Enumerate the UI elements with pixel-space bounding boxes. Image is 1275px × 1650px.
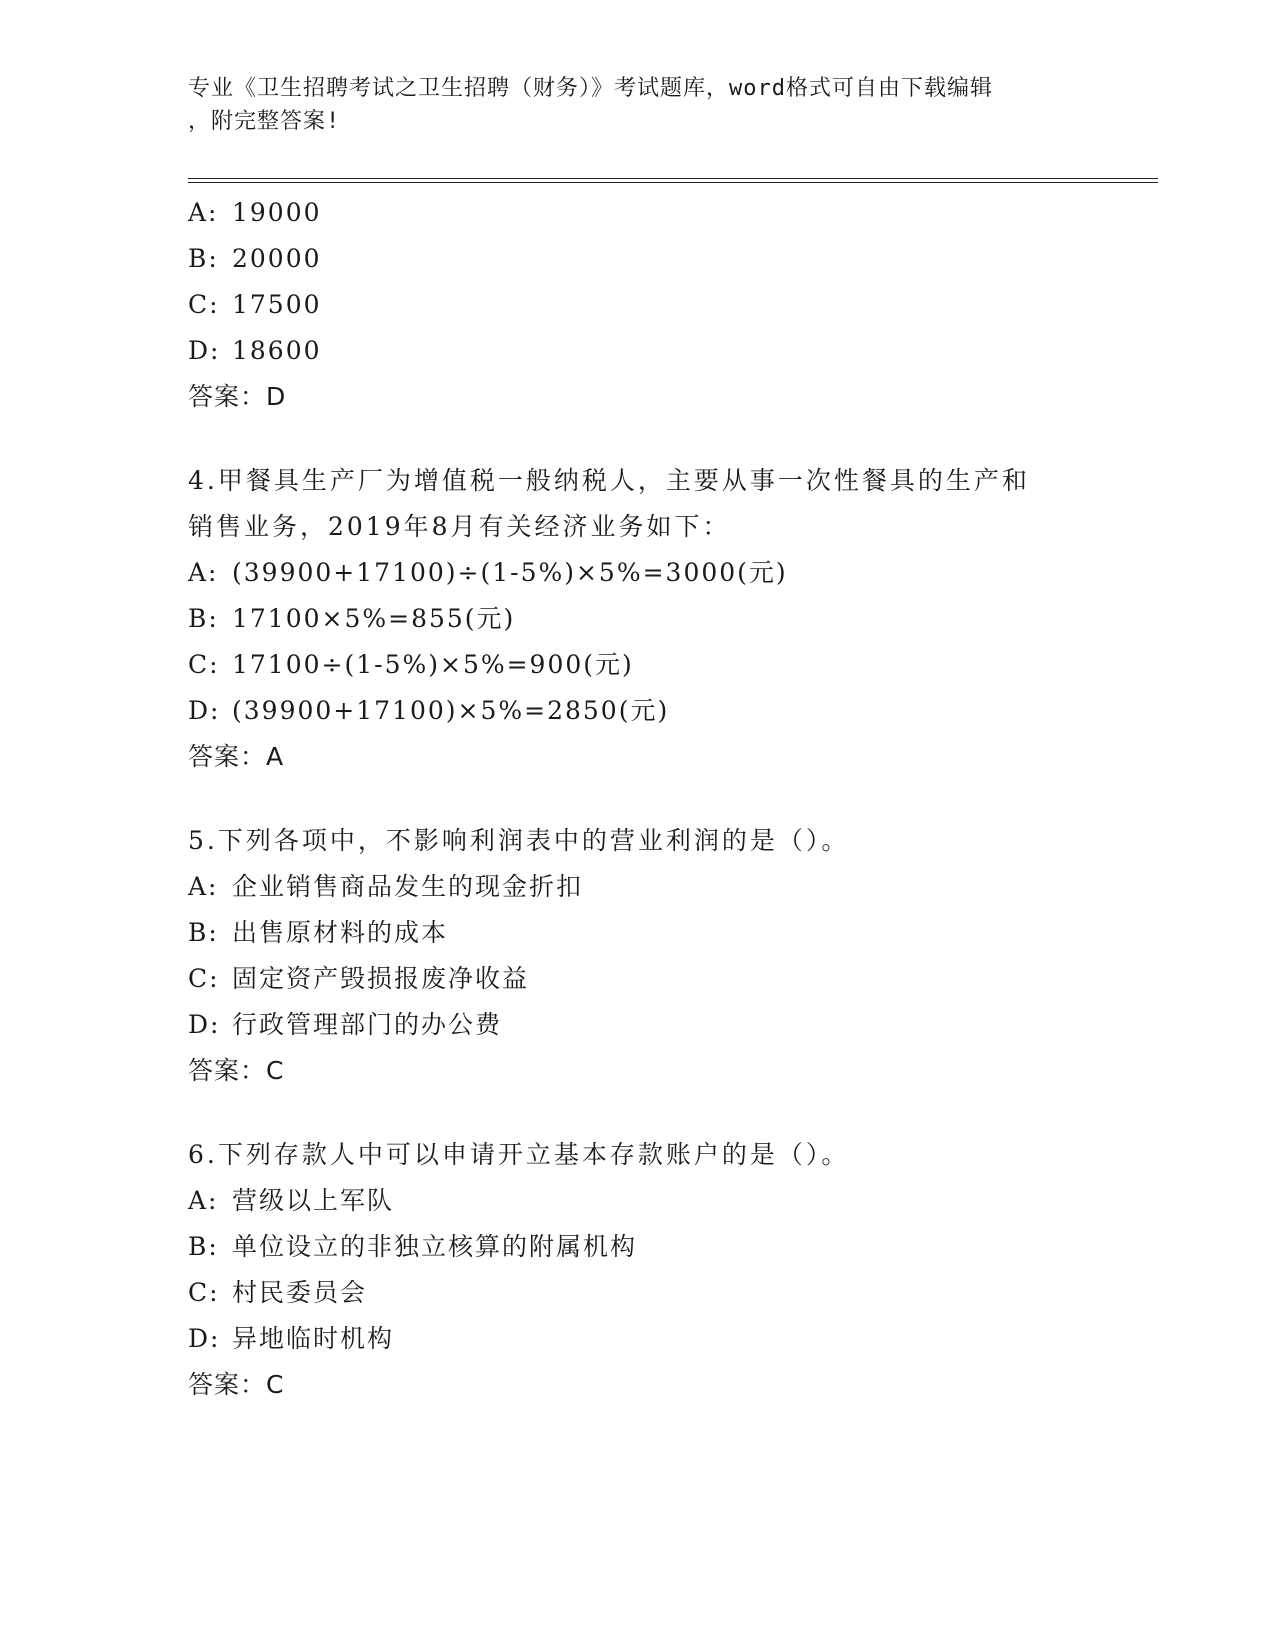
option-d: [188, 1002, 1148, 1048]
option-label: B:: [188, 918, 219, 947]
option-d: [188, 328, 1148, 374]
question-5: [188, 818, 1148, 1094]
document-header: [188, 72, 1068, 138]
option-label: C:: [188, 964, 220, 993]
option-a: [188, 1178, 1148, 1224]
option-text: (39900+17100)×5%=2850(元): [232, 696, 670, 725]
option-text: 固定资产毁损报废净收益: [232, 964, 530, 993]
option-a: [188, 190, 1148, 236]
option-text: 19000: [232, 198, 322, 227]
option-text: 行政管理部门的办公费: [232, 1010, 503, 1039]
option-text: 20000: [232, 244, 322, 273]
option-c: [188, 1270, 1148, 1316]
option-text: 17100×5%=855(元): [232, 604, 516, 633]
header-divider-bottom: [188, 182, 1158, 183]
option-label: C:: [188, 650, 220, 679]
question-stem: 4.甲餐具生产厂为增值税一般纳税人，主要从事一次性餐具的生产和: [188, 466, 1030, 495]
answer-line: 答案：A: [188, 742, 285, 771]
option-label: A:: [188, 872, 219, 901]
option-label: A:: [188, 1186, 219, 1215]
option-text: 17500: [232, 290, 322, 319]
option-text: 出售原材料的成本: [232, 918, 449, 947]
option-label: D:: [188, 1324, 221, 1353]
question-3: [188, 190, 1148, 420]
option-label: D:: [188, 696, 221, 725]
option-label: B:: [188, 244, 219, 273]
option-text: (39900+17100)÷(1-5%)×5%=3000(元): [232, 558, 788, 587]
option-text: 异地临时机构: [232, 1324, 395, 1353]
header-title-line: 专业《卫生招聘考试之卫生招聘（财务）》考试题库，word格式可自由下载编辑: [188, 76, 993, 101]
question-list: [188, 190, 1148, 1408]
option-label: D:: [188, 336, 221, 365]
question-stem: 6.下列存款人中可以申请开立基本存款账户的是（）。: [188, 1140, 850, 1169]
option-d: [188, 1316, 1148, 1362]
option-b: [188, 236, 1148, 282]
option-text: 企业销售商品发生的现金折扣: [232, 872, 584, 901]
question-stem: 5.下列各项中，不影响利润表中的营业利润的是（）。: [188, 826, 850, 855]
spacer: [188, 780, 1148, 818]
option-c: [188, 282, 1148, 328]
option-label: A:: [188, 198, 219, 227]
option-b: [188, 596, 1148, 642]
option-text: 村民委员会: [232, 1278, 368, 1307]
option-label: D:: [188, 1010, 221, 1039]
option-b: [188, 910, 1148, 956]
answer-line: 答案：C: [188, 1370, 285, 1399]
option-label: C:: [188, 290, 220, 319]
option-text: 营级以上军队: [232, 1186, 395, 1215]
option-d: [188, 688, 1148, 734]
question-stem-continuation: 销售业务，2019年8月有关经济业务如下：: [188, 512, 731, 541]
option-label: B:: [188, 1232, 219, 1261]
option-text: 18600: [232, 336, 322, 365]
option-c: [188, 642, 1148, 688]
answer-line: 答案：C: [188, 1056, 285, 1085]
question-6: [188, 1132, 1148, 1408]
answer-line: 答案：D: [188, 382, 287, 411]
header-divider-top: [188, 178, 1158, 179]
option-label: A:: [188, 558, 219, 587]
option-b: [188, 1224, 1148, 1270]
option-label: B:: [188, 604, 219, 633]
spacer: [188, 420, 1148, 458]
option-label: C:: [188, 1278, 220, 1307]
option-c: [188, 956, 1148, 1002]
spacer: [188, 1094, 1148, 1132]
question-4: [188, 458, 1148, 780]
option-text: 单位设立的非独立核算的附属机构: [232, 1232, 638, 1261]
option-text: 17100÷(1-5%)×5%=900(元): [232, 650, 634, 679]
option-a: [188, 550, 1148, 596]
option-a: [188, 864, 1148, 910]
header-title-continuation: ，附完整答案!: [188, 109, 341, 134]
